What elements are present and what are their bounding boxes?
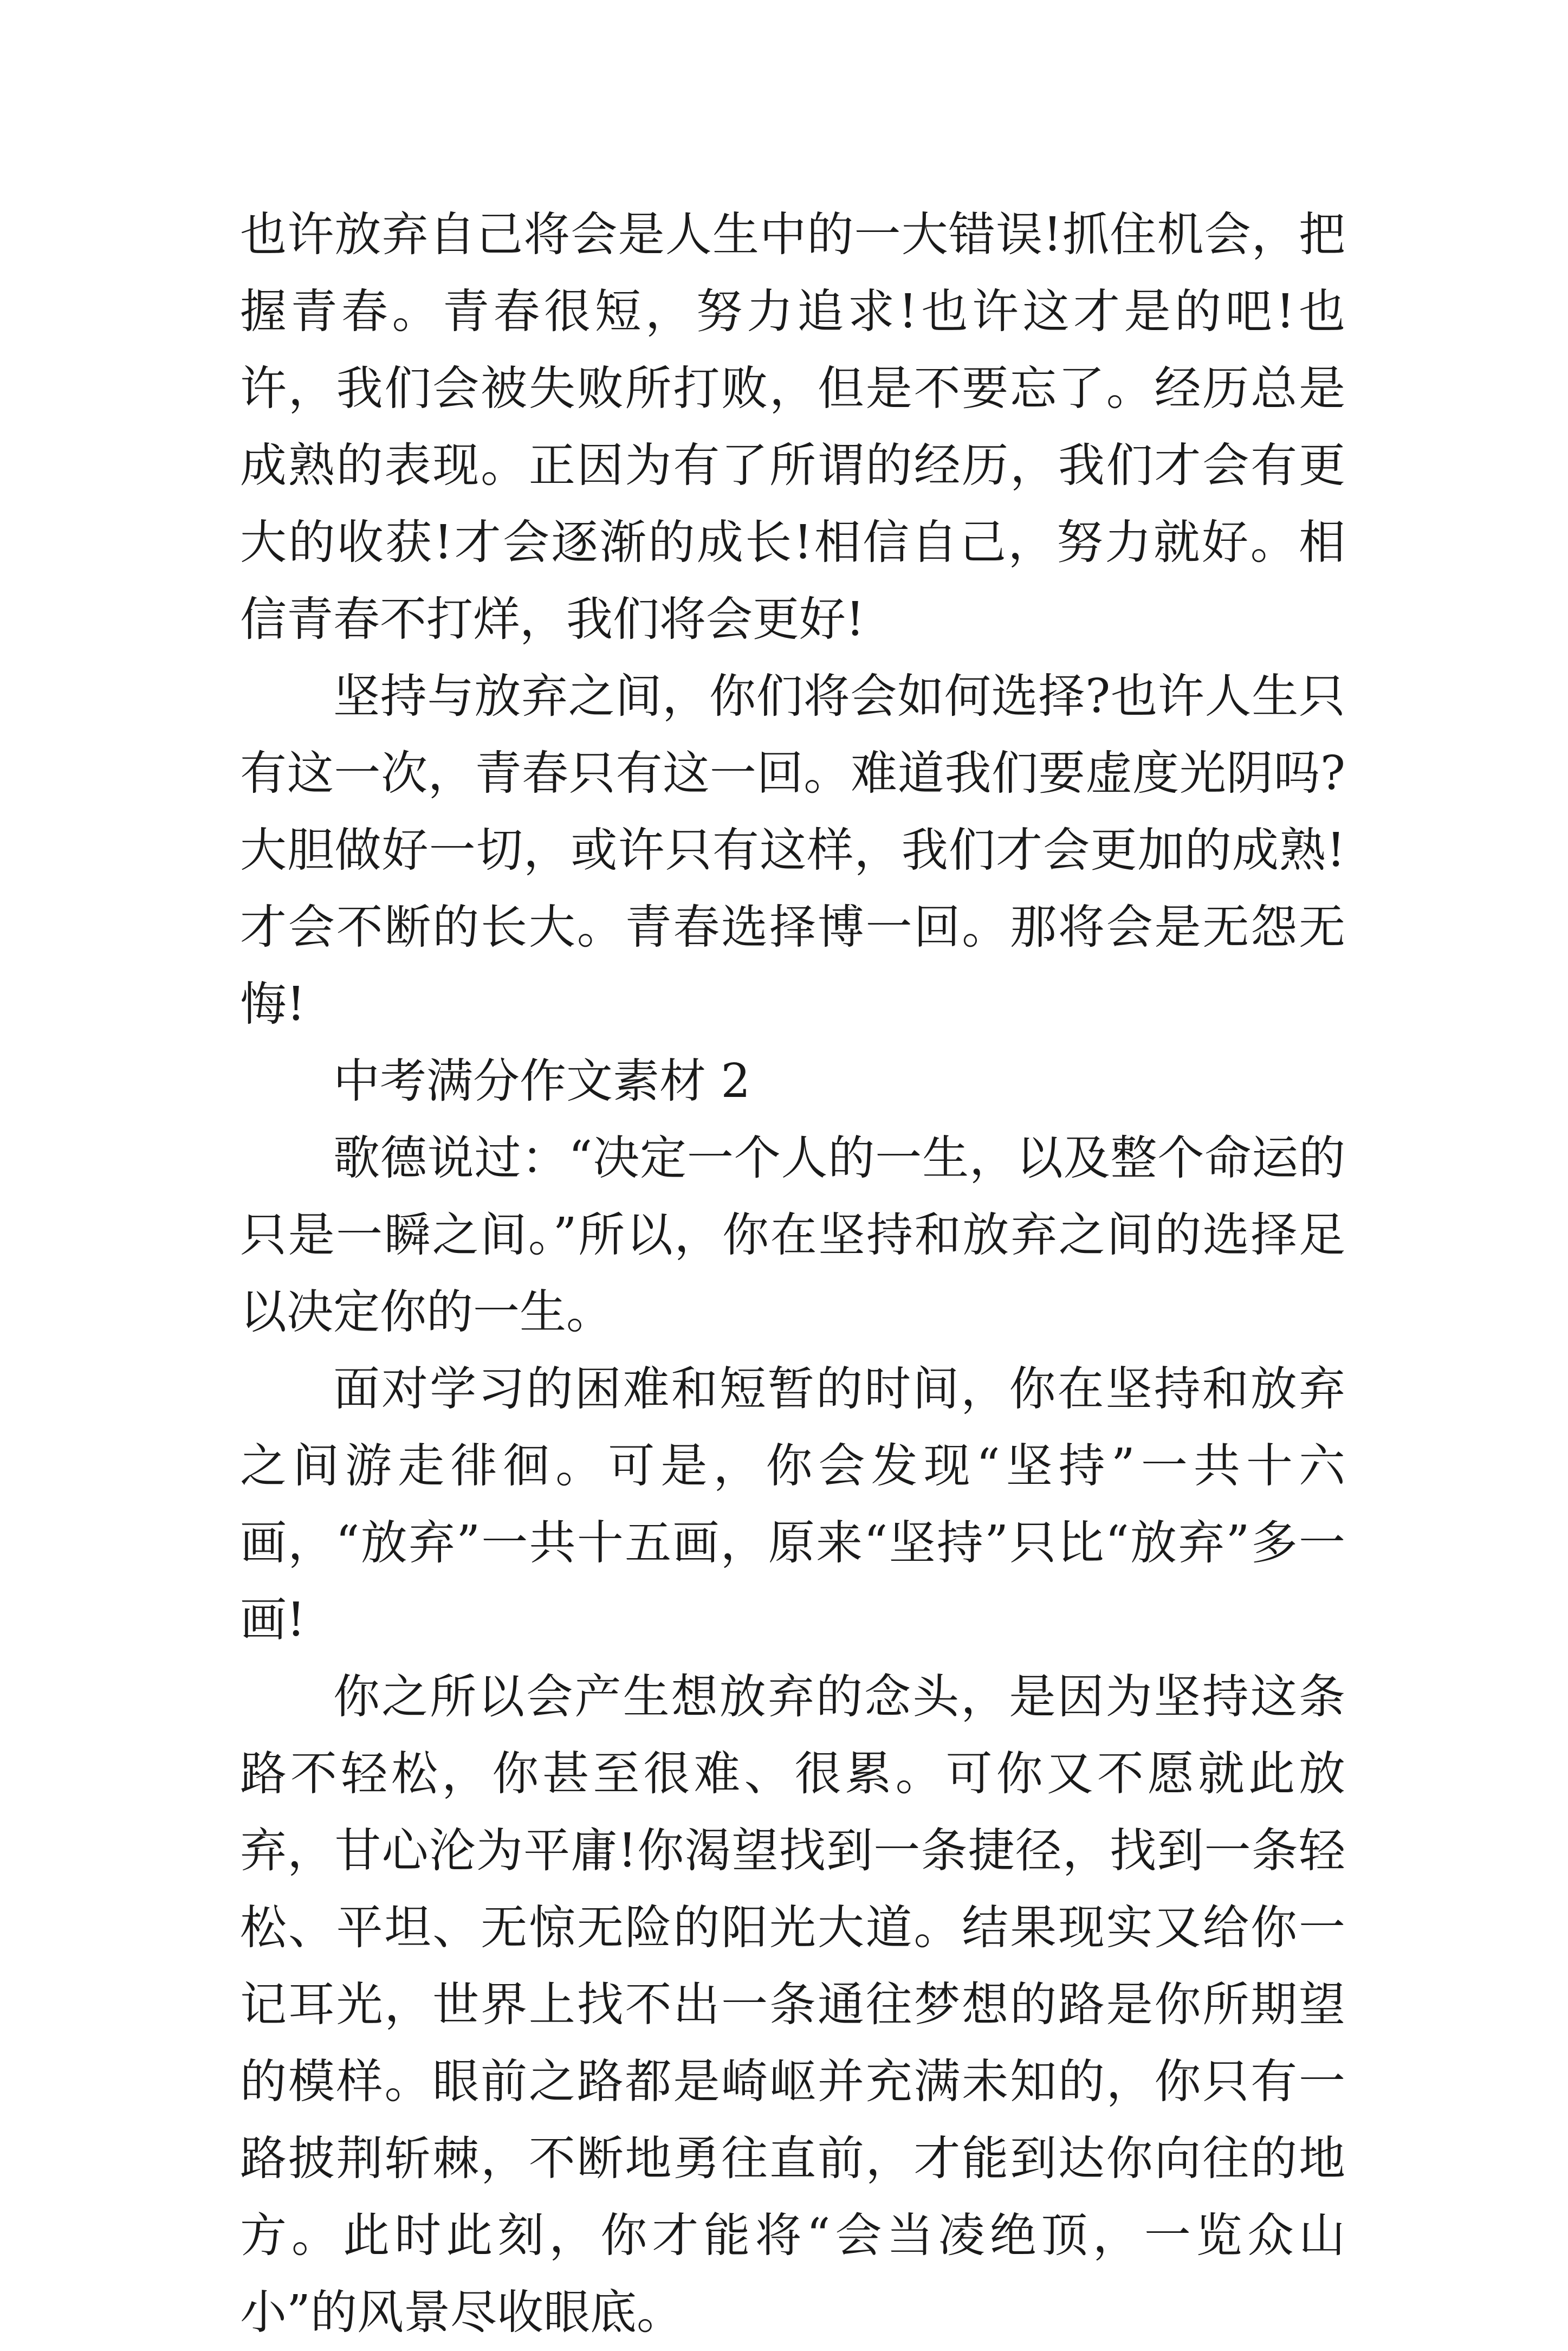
section-heading: 中考满分作文素材 2 [333, 1054, 751, 1108]
paragraph-goethe-quote: 歌德说过：“决定一个人的一生，以及整个命运的只是一瞬之间。”所以，你在坚持和放弃之间的选择足以决定你的一生。 [240, 1131, 1345, 1339]
paragraph-continuation: 也许放弃自己将会是人生中的一大错误!抓住机会，把握青春。青春很短，努力追求!也许这才是的吧!也许，我们会被失败所打败，但是不要忘了。经历总是成熟的表现。正因为有了所谓的经历，我们才会有更大的收获!才会逐渐的成长!相信自己，努力就好。相信青春不打烊，我们将会更好! [240, 208, 1345, 647]
document-body [240, 196, 1345, 2351]
paragraph-persistence-choice: 坚持与放弃之间，你们将会如何选择?也许人生只有这一次，青春只有这一回。难道我们要虚度光阴吗?大胆做好一切，或许只有这样，我们才会更加的成熟!才会不断的长大。青春选择博一回。那将会是无怨无悔! [240, 669, 1345, 1031]
paragraph-road: 你之所以会产生想放弃的念头，是因为坚持这条路不轻松，你甚至很难、很累。可你又不愿就此放弃，甘心沦为平庸!你渴望找到一条捷径，找到一条轻松、平坦、无惊无险的阳光大道。结果现实又给你一记耳光，世界上找不出一条通往梦想的路是你所期望的模样。眼前之路都是崎岖并充满未知的，你只有一路披荆斩棘，不断地勇往直前，才能到达你向往的地方。此时此刻，你才能将“会当凌绝顶，一览众山小”的风景尽收眼底。 [240, 1670, 1345, 2340]
paragraph-strokes: 面对学习的困难和短暂的时间，你在坚持和放弃之间游走徘徊。可是，你会发现“坚持”一共十六画，“放弃”一共十五画，原来“坚持”只比“放弃”多一画! [240, 1362, 1345, 1647]
